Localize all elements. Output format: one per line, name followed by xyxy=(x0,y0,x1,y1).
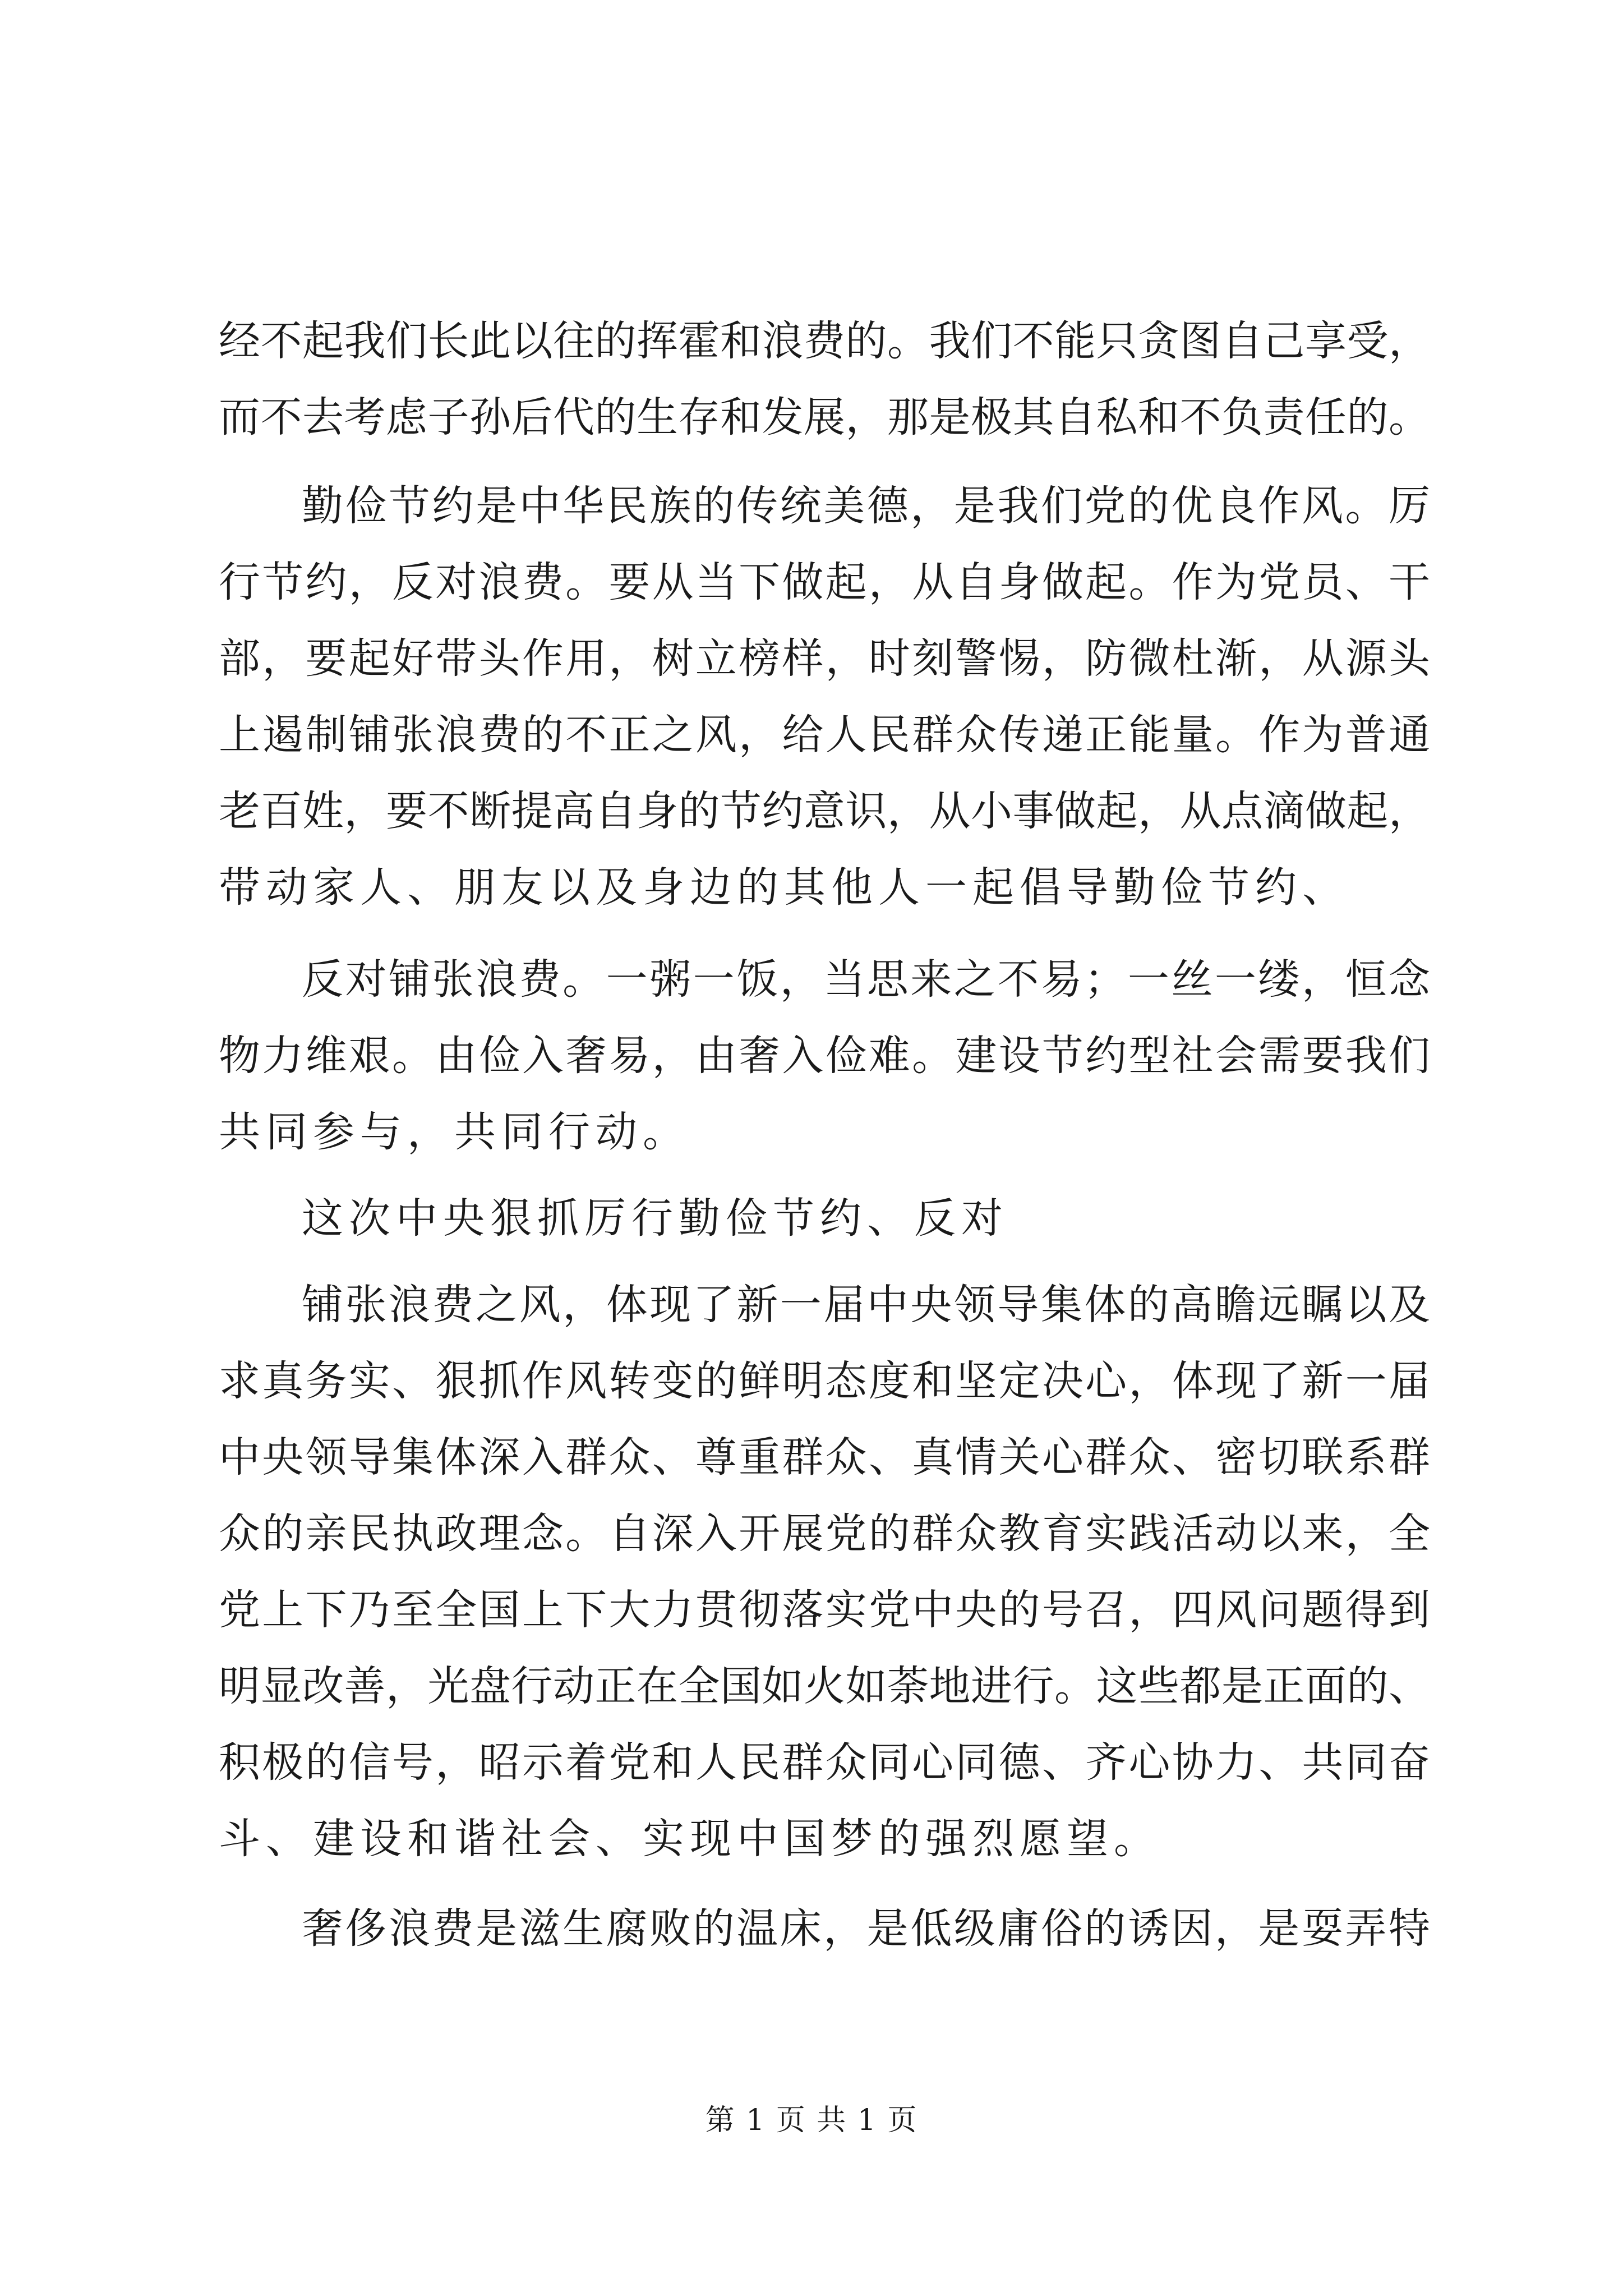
text-line-17: 党上下乃至全国上下大力贯彻落实党中央的号召，四风问题得到 xyxy=(219,1586,1430,1634)
text-line-9: 反对铺张浪费。一粥一饭，当思来之不易；一丝一缕，恒念 xyxy=(302,955,1430,1004)
text-line-16: 众的亲民执政理念。自深入开展党的群众教育实践活动以来，全 xyxy=(219,1510,1430,1558)
text-line-14: 求真务实、狠抓作风转变的鲜明态度和坚定决心，体现了新一届 xyxy=(219,1357,1430,1405)
text-line-1: 经不起我们长此以往的挥霍和浪费的。我们不能只贪图自己享受， xyxy=(219,317,1430,365)
text-line-19: 积极的信号，昭示着党和人民群众同心同德、齐心协力、共同奋 xyxy=(219,1738,1430,1787)
text-line-5: 部，要起好带头作用，树立榜样，时刻警惕，防微杜渐，从源头 xyxy=(219,634,1430,683)
text-line-10: 物力维艰。由俭入奢易，由奢入俭难。建设节约型社会需要我们 xyxy=(219,1032,1430,1080)
text-line-7: 老百姓，要不断提高自身的节约意识，从小事做起，从点滴做起， xyxy=(219,787,1430,835)
text-line-6: 上遏制铺张浪费的不正之风，给人民群众传递正能量。作为普通 xyxy=(219,711,1430,759)
text-line-20: 斗、建设和谐社会、实现中国梦的强烈愿望。 xyxy=(219,1815,1161,1863)
text-line-8: 带动家人、朋友以及身边的其他人一起倡导勤俭节约、 xyxy=(219,863,1349,912)
text-line-15: 中央领导集体深入群众、尊重群众、真情关心群众、密切联系群 xyxy=(219,1433,1430,1481)
text-line-13: 铺张浪费之风，体现了新一届中央领导集体的高瞻远瞩以及 xyxy=(302,1281,1430,1329)
text-line-11: 共同参与，共同行动。 xyxy=(219,1108,690,1156)
text-line-3: 勤俭节约是中华民族的传统美德，是我们党的优良作风。厉 xyxy=(302,482,1430,530)
text-line-2: 而不去考虑子孙后代的生存和发展，那是极其自私和不负责任的。 xyxy=(219,393,1430,441)
text-line-21: 奢侈浪费是滋生腐败的温床，是低级庸俗的诱因，是耍弄特 xyxy=(302,1904,1430,1953)
text-line-18: 明显改善，光盘行动正在全国如火如荼地进行。这些都是正面的、 xyxy=(219,1662,1430,1710)
text-line-4: 行节约，反对浪费。要从当下做起，从自身做起。作为党员、干 xyxy=(219,558,1430,606)
text-line-12: 这次中央狠抓厉行勤俭节约、反对 xyxy=(302,1194,1008,1243)
page-number-footer: 第 1 页 共 1 页 xyxy=(705,2104,918,2137)
